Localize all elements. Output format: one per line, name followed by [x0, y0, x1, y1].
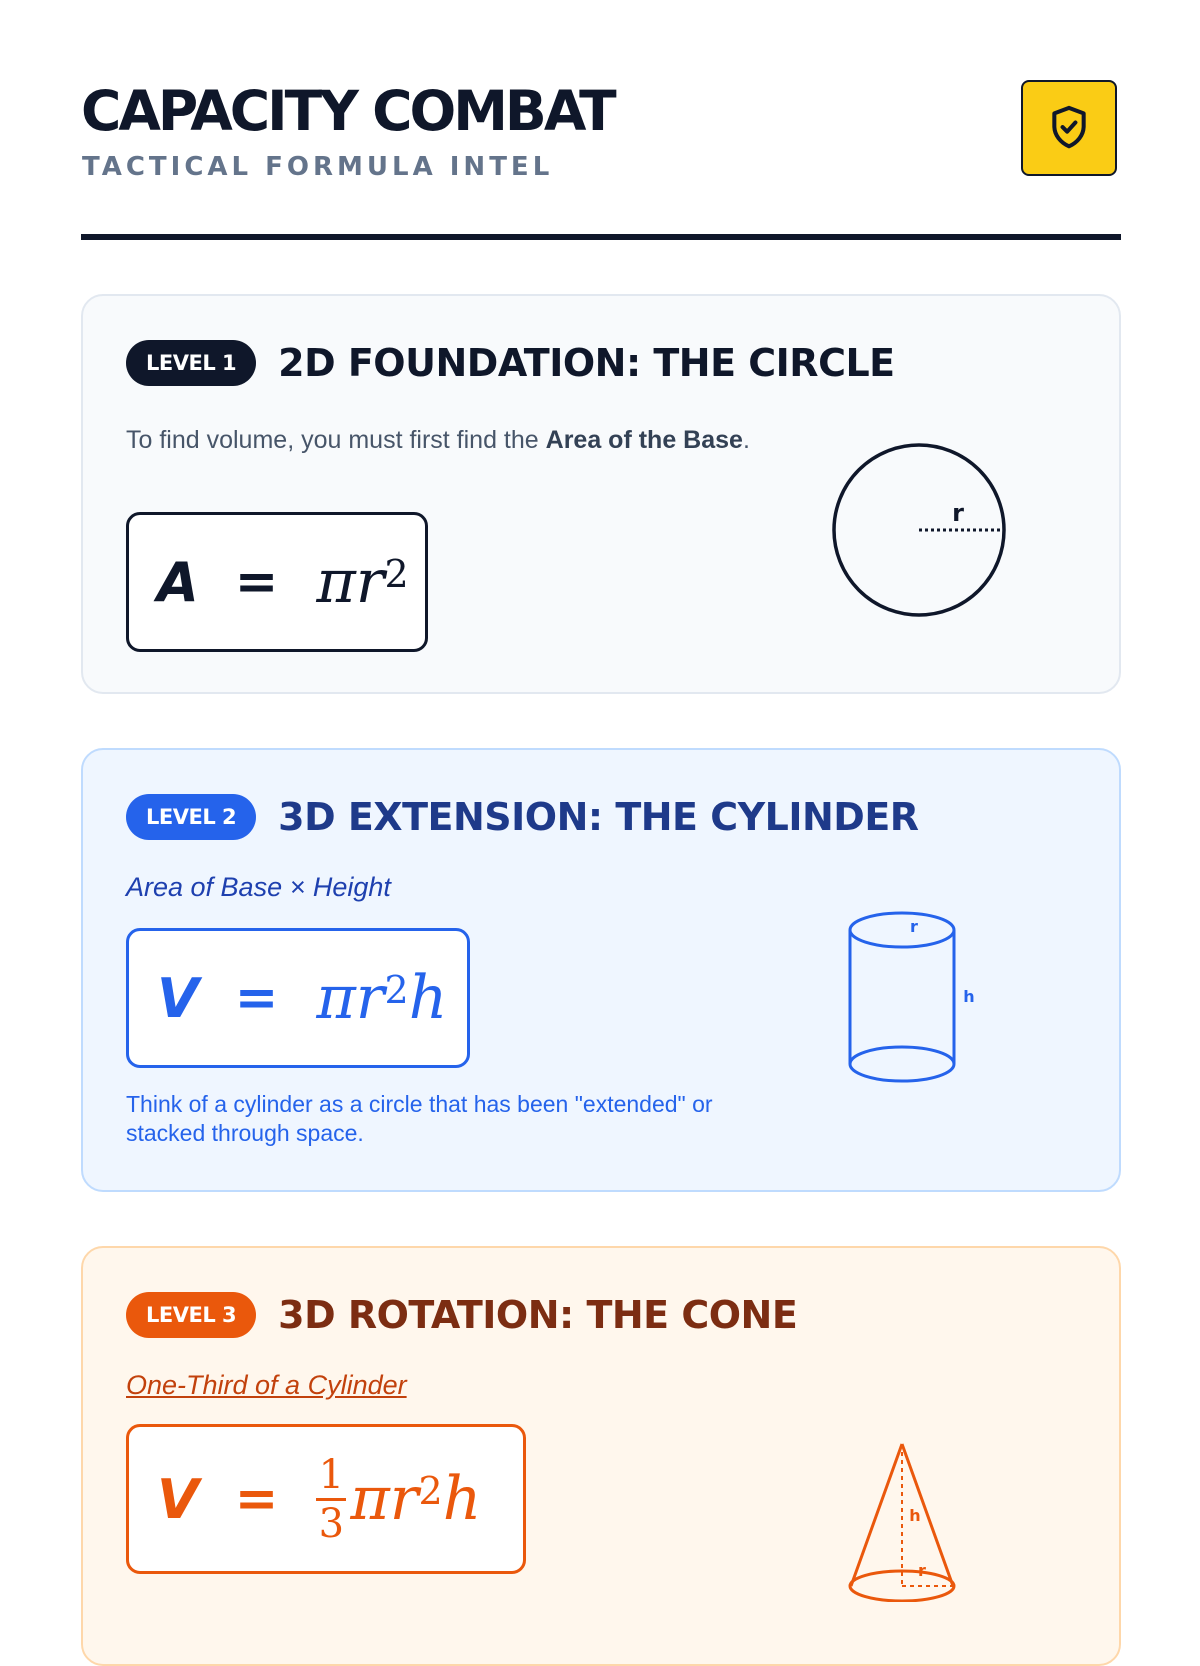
level1-expr-main: πr	[316, 547, 385, 617]
circle-diagram	[823, 440, 1023, 640]
level3-expr-tail: h	[442, 1464, 482, 1534]
fraction-numerator: 1	[318, 1451, 345, 1498]
level3-heading	[126, 1292, 797, 1338]
level1-formula-eq: =	[234, 552, 279, 612]
level1-formula-box	[126, 512, 428, 652]
page-title: CAPACITY COMBAT	[81, 79, 614, 143]
cylinder-radius-label: r	[910, 917, 918, 936]
level2-expr-tail: h	[408, 963, 448, 1033]
cylinder-diagram	[843, 908, 1003, 1098]
level2-card	[81, 748, 1121, 1192]
level3-expr-main: πr	[350, 1464, 419, 1534]
level1-desc-suffix: .	[742, 426, 750, 454]
level3-formula-eq: =	[234, 1469, 279, 1529]
cone-height-label: h	[909, 1506, 921, 1525]
level2-expr-exp: 2	[384, 968, 409, 1012]
level3-badge: LEVEL 3	[126, 1292, 256, 1338]
cone-radius-label: r	[918, 1561, 926, 1580]
level2-expr-main: πr	[316, 963, 385, 1033]
level1-badge: LEVEL 1	[126, 340, 256, 386]
level1-formula-expr	[316, 547, 408, 617]
level2-badge: LEVEL 2	[126, 794, 256, 840]
level1-desc-bold: Area of the Base	[545, 426, 743, 454]
level1-desc-text: To find volume, you must first find the	[126, 426, 546, 454]
level2-heading	[126, 794, 919, 840]
page-header	[81, 80, 1121, 240]
level1-heading	[126, 340, 895, 386]
level1-expr-exp: 2	[384, 552, 409, 596]
level2-formula-eq: =	[234, 968, 279, 1028]
level3-card	[81, 1246, 1121, 1666]
level3-title: 3D ROTATION: THE CONE	[278, 1293, 798, 1337]
shield-check-icon	[1047, 104, 1091, 152]
cone-diagram	[843, 1442, 983, 1602]
cylinder-height-label: h	[963, 987, 975, 1006]
level2-formula-box	[126, 928, 470, 1068]
level2-note: Think of a cylinder as a circle that has been "extended" or stacked through space.	[126, 1091, 713, 1146]
level2-title: 3D EXTENSION: THE CYLINDER	[278, 795, 919, 839]
level3-expr-exp: 2	[418, 1469, 443, 1513]
level3-fraction	[316, 1451, 346, 1547]
level1-title: 2D FOUNDATION: THE CIRCLE	[278, 341, 895, 385]
level3-formula-var: V	[157, 1467, 199, 1531]
level3-tagline: One-Third of a Cylinder	[126, 1370, 407, 1400]
level3-formula-box	[126, 1424, 526, 1574]
level3-formula-expr	[316, 1451, 482, 1547]
header-divider	[81, 234, 1121, 240]
fraction-denominator: 3	[318, 1500, 345, 1547]
level2-tagline: Area of Base × Height	[126, 872, 391, 902]
page-subtitle: TACTICAL FORMULA INTEL	[82, 152, 554, 182]
level1-description	[126, 420, 766, 461]
level2-formula-expr	[316, 963, 447, 1033]
shield-button[interactable]	[1021, 80, 1117, 176]
level1-formula-var: A	[157, 550, 199, 614]
level2-formula-var: V	[157, 966, 199, 1030]
circle-radius-label: r	[952, 499, 964, 527]
level1-card	[81, 294, 1121, 694]
